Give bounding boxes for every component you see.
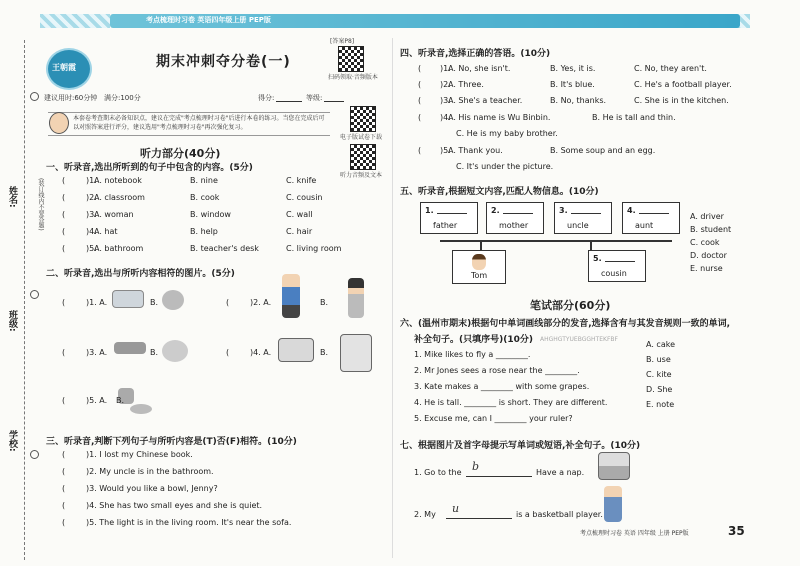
- column-divider: [392, 38, 393, 558]
- page-number: 35: [728, 524, 745, 538]
- answer-page-ref: [答案P8]: [330, 38, 355, 45]
- connector-line: [440, 240, 672, 242]
- person-box: [588, 250, 646, 282]
- person-name: cousin: [601, 269, 627, 278]
- answer-paren[interactable]: (: [418, 146, 422, 155]
- s4-item-num: )2.: [440, 80, 451, 89]
- suggested-time: 建议用时:60分钟: [44, 94, 98, 102]
- level-blank[interactable]: [324, 101, 344, 102]
- s1-option-b: B. help: [190, 227, 218, 236]
- answer-paren[interactable]: (: [418, 64, 422, 73]
- tom-box: [452, 250, 506, 284]
- answer-paren[interactable]: (: [62, 298, 66, 307]
- answer-paren[interactable]: (: [62, 467, 66, 476]
- header-banner-text: 考点梳理时习卷 英语四年级上册 PEP版: [146, 16, 271, 24]
- s1-item-num: )5.: [86, 244, 97, 253]
- s1-option-c: C. living room: [286, 244, 342, 253]
- person-box: [622, 202, 680, 234]
- qr-code: [350, 106, 376, 132]
- section-2-title: 二、听录音,选出与所听内容相符的图片。(5分): [46, 269, 235, 279]
- answer-line[interactable]: [605, 261, 635, 262]
- section-6-title-2: 补全句子。(只填序号)(10分): [414, 335, 533, 345]
- header-decoration: [40, 14, 110, 28]
- level-label: 等级:: [306, 94, 323, 102]
- s1-item-num: )1.: [86, 176, 97, 185]
- section-5-title: 五、听录音,根据短文内容,匹配人物信息。(10分): [400, 187, 599, 197]
- answer-paren[interactable]: (: [62, 396, 66, 405]
- eye-image: [114, 342, 146, 354]
- q2-3b-label: B.: [150, 348, 159, 357]
- s6-item: 3. Kate makes a ________ with some grapes.: [414, 382, 590, 391]
- s7-q2-pre: 2. My: [414, 510, 436, 519]
- answer-paren[interactable]: (: [62, 227, 66, 236]
- section-6-title: 六、(温州市期末)根据句中单词画线部分的发音,选择含有与其发音规则一致的单词,: [400, 319, 731, 329]
- q2-2-label: )2. A.: [250, 298, 272, 307]
- classroom-image: [278, 338, 314, 362]
- full-score: 满分:100分: [104, 94, 141, 102]
- s6-item: 4. He is tall. ________ is short. They are different.: [414, 398, 608, 407]
- s7-q1-hint: b: [472, 460, 480, 473]
- ball-image: [162, 290, 184, 310]
- answer-paren[interactable]: (: [62, 244, 66, 253]
- boy-image: [282, 274, 300, 318]
- s3-item: )3. Would you like a bowl, Jenny?: [86, 484, 218, 493]
- answer-line[interactable]: [571, 213, 601, 214]
- qr-code: [350, 144, 376, 170]
- qr-caption: 扫码领取·音频版本: [328, 74, 378, 81]
- q2-1-label: )1. A.: [86, 298, 108, 307]
- section-1-title: 一、听录音,选出所听到的句子中包含的内容。(5分): [46, 163, 253, 173]
- s4-option-c: C. It's under the picture.: [456, 162, 554, 171]
- footer-text: 考点梳理时习卷 英语 四年级 上册 PEP版: [580, 530, 689, 537]
- section-7-title: 七、根据图片及首字母提示写单词或短语,补全句子。(10分): [400, 441, 641, 451]
- job-option: D. doctor: [690, 251, 727, 260]
- answer-paren[interactable]: (: [226, 348, 230, 357]
- s1-option-c: C. wall: [286, 210, 313, 219]
- person-name: uncle: [567, 221, 589, 230]
- binding-hole: [30, 450, 39, 459]
- s1-option-a: A. notebook: [94, 176, 142, 185]
- s4-option-c: C. No, they aren't.: [634, 64, 707, 73]
- s1-option-a: A. bathroom: [94, 244, 144, 253]
- s6-item: 5. Excuse me, can I ________ your ruler?: [414, 414, 573, 423]
- s4-option-a: A. His name is Wu Binbin.: [448, 113, 551, 122]
- q2-3-label: )3. A.: [86, 348, 108, 357]
- s7-q1-post: Have a nap.: [536, 468, 585, 477]
- s4-option-b: B. No, thanks.: [550, 96, 607, 105]
- s1-option-a: A. woman: [94, 210, 134, 219]
- answer-paren[interactable]: (: [62, 210, 66, 219]
- qr-caption: 电子版试卷下载: [340, 134, 383, 141]
- q2-4-label: )4. A.: [250, 348, 272, 357]
- answer-paren[interactable]: (: [226, 298, 230, 307]
- plate-image: [130, 404, 152, 414]
- uncle-image: [604, 486, 622, 522]
- answer-line[interactable]: [503, 213, 533, 214]
- q2-1b-label: B.: [150, 298, 159, 307]
- bed-image: [598, 452, 630, 480]
- s4-item-num: )3.: [440, 96, 451, 105]
- s6-item: 1. Mike likes to fly a ________.: [414, 350, 531, 359]
- section-4-title: 四、听录音,选择正确的答语。(10分): [400, 49, 551, 59]
- answer-paren[interactable]: (: [62, 518, 66, 527]
- s4-option-b: B. Yes, it is.: [550, 64, 596, 73]
- s1-option-b: B. teacher's desk: [190, 244, 259, 253]
- box-number: 3.: [559, 206, 568, 215]
- person-name: mother: [499, 221, 529, 230]
- cartoon-face-icon: [49, 112, 69, 134]
- room-image: [340, 334, 372, 372]
- q2-5-label: )5. A.: [86, 396, 108, 405]
- job-option: A. driver: [690, 212, 724, 221]
- s3-item: )1. I lost my Chinese book.: [86, 450, 193, 459]
- tom-face-icon: [472, 254, 486, 270]
- person-box: [420, 202, 478, 234]
- s4-option-a: A. Thank you.: [448, 146, 503, 155]
- s1-option-b: B. nine: [190, 176, 218, 185]
- logo: 王朝霞: [46, 48, 92, 90]
- s3-item: )5. The light is in the living room. It's near the sofa.: [86, 518, 292, 527]
- s3-item: )2. My uncle is in the bathroom.: [86, 467, 214, 476]
- answer-paren[interactable]: (: [418, 96, 422, 105]
- s4-option-c: C. He's a football player.: [634, 80, 732, 89]
- s1-option-c: C. cousin: [286, 193, 323, 202]
- s4-option-b: B. Some soup and an egg.: [550, 146, 656, 155]
- binding-hole: [30, 290, 39, 299]
- tom-label: Tom: [471, 271, 488, 280]
- box-number: 2.: [491, 206, 500, 215]
- s6-option: B. use: [646, 355, 671, 364]
- s7-q1-pre: 1. Go to the: [414, 468, 462, 477]
- score-blank[interactable]: [276, 101, 302, 102]
- writing-part-title: 笔试部分(60分): [530, 299, 611, 312]
- s1-option-c: C. knife: [286, 176, 317, 185]
- girl-image: [348, 278, 364, 318]
- s4-item-num: )1.: [440, 64, 451, 73]
- s4-item-num: )4.: [440, 113, 451, 122]
- answer-paren[interactable]: (: [418, 113, 422, 122]
- answer-paren[interactable]: (: [62, 484, 66, 493]
- name-label: 姓名:: [7, 186, 17, 208]
- answer-paren[interactable]: (: [62, 501, 66, 510]
- score-label: 得分:: [258, 94, 275, 102]
- s1-item-num: )3.: [86, 210, 97, 219]
- s6-item: 2. Mr Jones sees a rose near the ________.: [414, 366, 580, 375]
- job-option: B. student: [690, 225, 732, 234]
- s1-option-b: B. cook: [190, 193, 220, 202]
- seal-note: (装订线内不要答题): [37, 178, 44, 231]
- qr-code: [338, 46, 364, 72]
- person-box: [486, 202, 544, 234]
- answer-paren[interactable]: (: [418, 80, 422, 89]
- answer-line[interactable]: [437, 213, 467, 214]
- s4-option-a: A. Three.: [448, 80, 484, 89]
- binding-hole: [30, 92, 39, 101]
- binding-line: [24, 40, 25, 560]
- face-image: [162, 340, 188, 362]
- s1-option-b: B. window: [190, 210, 231, 219]
- s4-option-a: A. She's a teacher.: [448, 96, 523, 105]
- s4-option-c: C. She is in the kitchen.: [634, 96, 729, 105]
- section-6-tag: AHGHGTYUEBGGHTEKFBF: [540, 336, 618, 343]
- s1-item-num: )4.: [86, 227, 97, 236]
- s4-item-num: )5.: [440, 146, 451, 155]
- answer-paren[interactable]: (: [62, 450, 66, 459]
- q2-2b-label: B.: [320, 298, 329, 307]
- s6-option: D. She: [646, 385, 673, 394]
- note-text: 本套卷考查期末必备知识点，建议在完成"考点梳理时习卷"后进行本卷的练习。当您在完成后可以对照答案进行评分，建议选用"考点梳理时习卷"再次强化复习。: [73, 115, 325, 131]
- qr-caption: 听力音频及文本: [340, 172, 383, 179]
- s7-q2-blank[interactable]: [446, 518, 512, 519]
- s4-option-c: C. He is my baby brother.: [456, 129, 558, 138]
- job-option: C. cook: [690, 238, 720, 247]
- q2-4b-label: B.: [320, 348, 329, 357]
- school-label: 学校:: [7, 430, 17, 452]
- box-number: 4.: [627, 206, 636, 215]
- s1-option-a: A. hat: [94, 227, 118, 236]
- page-title: 期末冲刺夺分卷(一): [156, 54, 291, 70]
- job-option: E. nurse: [690, 264, 723, 273]
- answer-line[interactable]: [639, 213, 669, 214]
- class-label: 班级:: [7, 310, 17, 332]
- s7-q1-blank[interactable]: [466, 476, 532, 477]
- person-box: [554, 202, 612, 234]
- answer-paren[interactable]: (: [62, 176, 66, 185]
- section-3-title: 三、听录音,判断下列句子与所听内容是(T)否(F)相符。(10分): [46, 437, 297, 447]
- s7-q2-hint: u: [452, 502, 460, 515]
- box-number: 5.: [593, 254, 602, 263]
- s1-option-c: C. hair: [286, 227, 313, 236]
- s1-item-num: )2.: [86, 193, 97, 202]
- s1-option-a: A. classroom: [94, 193, 145, 202]
- book-image: [112, 290, 144, 308]
- s6-option: E. note: [646, 400, 675, 409]
- s4-option-a: A. No, she isn't.: [448, 64, 511, 73]
- s6-option: A. cake: [646, 340, 675, 349]
- s4-option-b: B. It's blue.: [550, 80, 595, 89]
- answer-paren[interactable]: (: [62, 348, 66, 357]
- box-number: 1.: [425, 206, 434, 215]
- answer-paren[interactable]: (: [62, 193, 66, 202]
- s7-q2-post: is a basketball player.: [516, 510, 603, 519]
- q2-5b-label: B.: [116, 396, 125, 405]
- person-name: aunt: [635, 221, 654, 230]
- s4-option-b: B. He is tall and thin.: [592, 113, 676, 122]
- listening-part-title: 听力部分(40分): [140, 147, 221, 160]
- s6-option: C. kite: [646, 370, 672, 379]
- person-name: father: [433, 221, 458, 230]
- s3-item: )4. She has two small eyes and she is quiet.: [86, 501, 263, 510]
